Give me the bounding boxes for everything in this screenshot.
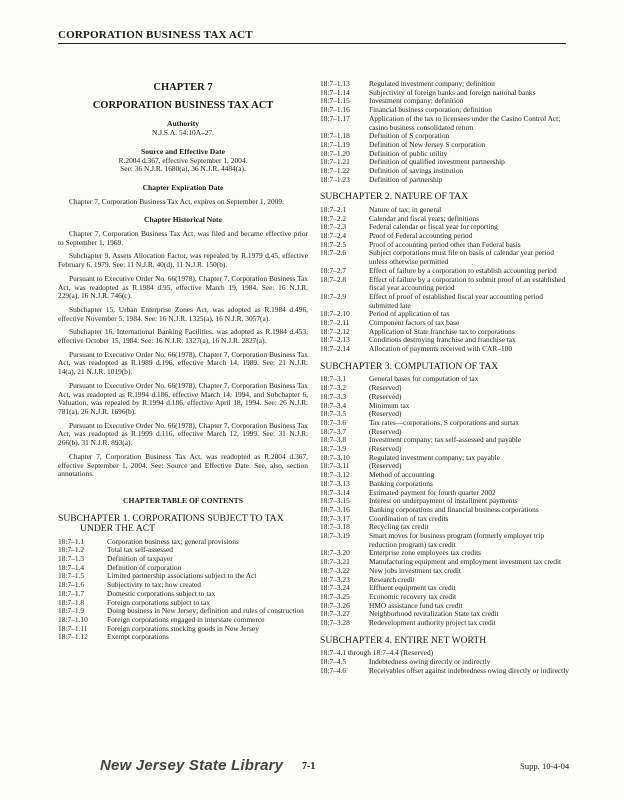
section-number: 18:7–1.16 <box>320 105 350 115</box>
section-number: 18:7–1.17 <box>320 113 350 123</box>
toc-entry <box>320 176 570 185</box>
toc-entry <box>320 384 570 393</box>
section-number: 18:7–3.8 <box>320 435 347 445</box>
toc-entry <box>320 471 570 480</box>
toc-entry <box>58 546 308 555</box>
section-number: 18:7–3.21 <box>320 557 350 567</box>
section-title: Subject corporations must file on basis of calendar year period unless otherwise permitted <box>369 248 554 267</box>
chapter-title: CORPORATION BUSINESS TAX ACT <box>92 99 274 111</box>
subchapter-3-title: SUBCHAPTER 3. COMPUTATION OF TAX <box>320 360 499 372</box>
section-title: (Reserved) <box>369 426 402 436</box>
running-head: CORPORATION BUSINESS TAX ACT <box>58 29 566 44</box>
section-number: 18:7–2.14 <box>320 344 350 354</box>
section-number: 18:7–2.8 <box>320 274 347 284</box>
supplement-date: Supp. 10-4-04 <box>520 761 570 771</box>
section-number: 18:7–1.20 <box>320 148 350 158</box>
section-number: 18:7–2.6 <box>320 248 347 258</box>
toc-entry <box>58 555 308 564</box>
section-number: 18:7–1.9 <box>58 606 85 616</box>
toc-entry <box>320 115 570 132</box>
section-title: Banking corporations <box>369 478 433 488</box>
toc-entry <box>320 393 570 402</box>
section-number: 18:7–3.22 <box>320 565 350 575</box>
section-number: 18:7–3.13 <box>320 478 350 488</box>
toc-entry <box>320 293 570 310</box>
history-paragraph: Subchapter 16, International Banking Facilities, was adopted as R.1984 d.453, effective October 15, 1984. See: 16 N.J.R. 1327(a), 16 N.J.R. 2827(a). <box>58 327 308 346</box>
section-number: 18:7–1.4 <box>58 562 85 572</box>
section-number: 18:7–1.8 <box>58 597 85 607</box>
history-paragraph: Subchapter 15, Urban Enterprise Zones Act, was adopted as R.1984 d.496, effective November 5, 1984. See: 16 N.J.R. 1325(a), 16 N.J.R. 3057(a). <box>58 304 308 323</box>
section-title: (Reserved) <box>369 444 402 454</box>
toc-entry <box>320 419 570 428</box>
section-number: 18:7–3.12 <box>320 470 350 480</box>
section-title: (Reserved) <box>369 461 402 471</box>
expiration-text: Chapter 7, Corporation Business Tax Act, expires on September 1, 2009. <box>69 196 284 206</box>
subchapter-1-title-line2: UNDER THE ACT <box>80 523 155 535</box>
toc-heading: CHAPTER TABLE OF CONTENTS <box>123 495 243 505</box>
section-title: Economic recovery tax credit <box>369 591 457 601</box>
section-title: Indebtedness owing directly or indirectly <box>369 656 491 666</box>
page-number: 7-1 <box>302 761 316 772</box>
section-title: Federal calendar or fiscal year for reporting <box>369 222 498 232</box>
section-title: (Reserved) <box>369 391 402 401</box>
section-number: 18:7–3.7 <box>320 426 347 436</box>
section-title: Exempt corporations <box>107 632 169 642</box>
section-title: Application of State franchise tax to corporations <box>369 326 515 336</box>
section-number: 18:7–3.15 <box>320 496 350 506</box>
section-title: Manufacturing equipment and employment investment tax credit <box>369 557 562 567</box>
source-line-1: R.2004 d.367, effective September 1, 2004. <box>118 155 248 165</box>
toc-entry <box>320 619 570 628</box>
section-title: Period of application of tax <box>369 309 450 319</box>
toc-entry <box>320 276 570 293</box>
section-title: Application of the tax to licensees under the Casino Control Act; casino business consolidated return <box>369 113 561 132</box>
toc-entry <box>320 462 570 471</box>
section-number: 18:7–1.2 <box>58 545 85 555</box>
section-number: 18:7–3.28 <box>320 618 350 628</box>
section-number: 18:7–2.1 <box>320 204 347 214</box>
history-paragraph: Chapter 7, Corporation Business Tax Act, was filed and became effective prior to September 1, 1969. <box>58 229 308 247</box>
section-title: Definition of taxpayer <box>107 554 173 564</box>
section-title: Regulated investment company; tax payable <box>369 452 500 462</box>
section-title: Effect of failure by a corporation to establish accounting period <box>369 265 557 275</box>
section-number: 18:7–3.26 <box>320 600 350 610</box>
section-title: Total tax self-assessed <box>107 545 173 555</box>
expiration-heading: Chapter Expiration Date <box>142 182 224 192</box>
section-title: Research credit <box>369 574 415 584</box>
section-title: Neighborhood revitalization State tax credit <box>369 609 499 619</box>
section-number: 18:7–3.20 <box>320 548 350 558</box>
section-title: Definition of savings institution <box>369 166 464 176</box>
section-number: 18:7–3.24 <box>320 583 350 593</box>
section-number: 18:7–1.11 <box>58 623 88 633</box>
toc-entry <box>320 436 570 445</box>
history-paragraph: Subchapter 9, Assets Allocation Factor, was repealed by R.1979 d.45, effective February 6, 1979. See: 11 N.J.R. 40(d), 11 N.J.R. 150(b). <box>58 251 308 270</box>
history-paragraph: Chapter 7, Corporation Business Tax Act, was readopted as R.2004 d.367, effective September 1, 2004. See: Source and Effective Date. See, also, section annotations. <box>58 451 308 479</box>
toc-entry <box>320 567 570 576</box>
toc-entry <box>320 667 570 676</box>
section-number: 18:7–1.3 <box>58 554 85 564</box>
section-number: 18:7–3.23 <box>320 574 350 584</box>
section-title: Tax rates—corporations, S corporations and surtax <box>369 417 520 427</box>
section-number: 18:7–1.15 <box>320 96 350 106</box>
section-title: Component factors of tax base <box>369 318 460 328</box>
section-number: 18:7–3.4 <box>320 400 347 410</box>
section-number: 18:7–3.10 <box>320 452 350 462</box>
toc-entry <box>320 345 570 354</box>
section-title: Subjectivity to tax; how created <box>107 580 201 590</box>
section-number: 18:7–1.1 <box>58 536 85 546</box>
source-heading: Source and Effective Date <box>140 146 225 156</box>
section-title: Corporation business tax; general provisions <box>107 536 239 546</box>
library-logo: New Jersey State Library <box>100 757 284 774</box>
section-number: 18:7–1.12 <box>58 632 88 642</box>
section-number: 18:7–3.16 <box>320 504 350 514</box>
section-number: 18:7–2.3 <box>320 222 347 232</box>
history-note <box>58 230 308 479</box>
section-number: 18:7–1.21 <box>320 157 350 167</box>
section-title: Proof of accounting period other than Federal basis <box>369 239 521 249</box>
section-title: Nature of tax; in general <box>369 204 442 214</box>
toc-entry <box>320 532 570 549</box>
section-number: 18:7–1.23 <box>320 174 350 184</box>
section-number: 18:7–3.1 <box>320 374 347 384</box>
subchapter-1-title <box>58 514 308 535</box>
section-title: Proof of Federal accounting period <box>369 231 473 241</box>
section-number: 18:7–3.5 <box>320 409 347 419</box>
section-number: 18:7–2.10 <box>320 309 350 319</box>
section-number: 18:7–3.19 <box>320 531 350 541</box>
section-title: Definition of S corporation <box>369 131 450 141</box>
section-number: 18:7–2.12 <box>320 326 350 336</box>
section-title: Definition of qualified investment partnership <box>369 157 505 167</box>
section-number: 18:7–1.19 <box>320 139 350 149</box>
section-title: Foreign corporations engaged in interstate commerce <box>107 614 265 624</box>
subchapter-4-toc <box>320 658 570 675</box>
history-heading: Chapter Historical Note <box>144 215 222 225</box>
subchapter-1-title-line1: SUBCHAPTER 1. CORPORATIONS SUBJECT TO TAX <box>58 512 284 524</box>
section-title: Regulated investment company; definition <box>369 79 495 88</box>
section-number: 18:7–1.6 <box>58 580 85 590</box>
subchapter-1-toc <box>58 538 308 642</box>
section-number: 18:7–2.9 <box>320 291 347 301</box>
section-number: 18:7–1.22 <box>320 166 350 176</box>
section-number: 18:7–3.14 <box>320 487 350 497</box>
section-number: 18:7–1.13 <box>320 79 350 88</box>
section-number: 18:7–2.13 <box>320 335 350 345</box>
section-title: Investment company; tax self-assessed and payable <box>369 435 522 445</box>
section-title: Estimated payment for fourth quarter 2002 <box>369 487 496 497</box>
history-paragraph: Pursuant to Executive Order No. 66(1978), Chapter 7, Corporation Business Tax Act, was readopted as R.1984 d.95, effective March 19, 1984. See: 16 N.J.R. 229(a), 16 N.J.R. 746(c). <box>58 273 308 301</box>
section-title: Domestic corporations subject to tax <box>107 588 216 598</box>
history-paragraph: Pursuant to Executive Order No. 66(1978), Chapter 7, Corporation Business Tax Act, was readopted as R.1994 d.186, effective March 14, 1994, and Subchapter 6, Valuation, was repealed by R.1994 d.186, effective April 18, 1994. See: 26 N.J.R. 781(a), 26 N.J.R. 1696(b). <box>58 380 308 416</box>
subchapter-1-toc-continued <box>320 80 570 184</box>
section-title: Recycling tax credit <box>369 522 429 532</box>
section-number: 18:7–2.4 <box>320 231 347 241</box>
authority-text: N.J.S.A. 54:10A–27. <box>151 128 214 138</box>
section-number: 18:7–2.2 <box>320 213 347 223</box>
section-title: Smart moves for business program (formerly employer trip reduction program) tax credit <box>369 531 545 549</box>
section-title: Definition of corporation <box>107 562 182 572</box>
history-paragraph: Pursuant to Executive Order No. 66(1978), Chapter 7, Corporation Business Tax Act, was readopted as R.1999 d.116, effective March 12, 1999. See: 31 N.J.R. 266(b), 31 N.J.R. 893(a). <box>58 420 308 448</box>
section-number: 18:7–1.10 <box>58 614 88 624</box>
section-number: 18:7–2.7 <box>320 265 347 275</box>
section-title: Definition of public utility <box>369 148 448 158</box>
section-number: 18:7–3.25 <box>320 591 350 601</box>
section-title: Effect of failure by a corporation to submit proof of an established fiscal year accounting period <box>369 274 566 293</box>
section-title: Foreign corporations stocking goods in New Jersey <box>107 623 259 633</box>
section-number: 18:7–2.5 <box>320 239 347 249</box>
section-title: Redevelopment authority project tax credit <box>369 618 496 628</box>
section-number: 18:7–1.18 <box>320 131 350 141</box>
section-title: (Reserved) <box>369 383 402 393</box>
section-title: Doing business in New Jersey; definition and rules of construction <box>107 606 304 616</box>
left-column <box>58 78 308 642</box>
toc-entry <box>320 402 570 411</box>
section-number: 18:7–1.7 <box>58 588 85 598</box>
section-number: 18:7–3.18 <box>320 522 350 532</box>
section-title: Calendar and fiscal years; definitions <box>369 213 480 223</box>
right-column <box>320 80 570 675</box>
section-title: General bases for computation of tax <box>369 374 479 384</box>
section-number: 18:7–2.11 <box>320 318 350 328</box>
section-title: Definition of partnership <box>369 174 443 184</box>
section-title: Minimum tax <box>369 400 410 410</box>
toc-entry <box>58 538 308 547</box>
section-number: 18:7–3.17 <box>320 513 350 523</box>
section-title: Method of accounting <box>369 470 435 480</box>
source-line-2: See: 36 N.J.R. 1680(a), 36 N.J.R. 4484(a). <box>120 164 246 174</box>
subchapter-4-title: SUBCHAPTER 4. ENTIRE NET WORTH <box>320 634 487 646</box>
toc-entry <box>320 249 570 266</box>
section-title: Allocation of payments received with CAR–100 <box>369 344 513 354</box>
toc-entry <box>320 375 570 384</box>
section-number: 18:7–3.2 <box>320 383 347 393</box>
section-number: 18:7–3.9 <box>320 444 347 454</box>
section-title: Conditions destroying franchise and franchise tax <box>369 335 516 345</box>
section-number: 18:7–3.27 <box>320 609 350 619</box>
section-title: Definition of New Jersey S corporation <box>369 139 486 149</box>
toc-entry <box>58 633 308 642</box>
section-title: Investment company; definition <box>369 96 464 106</box>
authority-heading: Authority <box>166 119 200 129</box>
section-number: 18:7–3.11 <box>320 461 350 471</box>
section-title: Effect of proof of established fiscal year accounting period submitted late <box>369 291 543 310</box>
section-title: Banking corporations and financial business corporations <box>369 504 539 514</box>
section-title: Receivables offset against indebtedness owing directly or indirectly <box>369 665 569 675</box>
section-title: Coordination of tax credits <box>369 513 449 523</box>
section-title: Enterprise zone employees tax credits <box>369 548 482 558</box>
section-number: 18:7–1.5 <box>58 571 85 581</box>
section-number: 18:7–1.14 <box>320 87 350 97</box>
section-title: Interest on underpayment of installment payments <box>369 496 518 506</box>
section-number: 18:7–3.6 <box>320 417 347 427</box>
section-title: Subjectivity of foreign banks and foreign national banks <box>369 87 536 97</box>
chapter-number: CHAPTER 7 <box>153 82 213 93</box>
subchapter-2-title: SUBCHAPTER 2. NATURE OF TAX <box>320 191 469 203</box>
section-number: 18:7–3.3 <box>320 391 347 401</box>
toc-entry <box>58 625 308 634</box>
section-title: Financial business corporation; definition <box>369 105 492 115</box>
toc-entry <box>320 167 570 176</box>
toc-entry <box>320 515 570 524</box>
section-title: HMO assistance fund tax credit <box>369 600 463 610</box>
section-title: Foreign corporations subject to tax <box>107 597 211 607</box>
history-paragraph: Pursuant to Executive Order No. 66(1978), Chapter 7, Corporation Business Tax Act, was readopted as R.1989 d.196, effective March 14, 1989. See: 21 N.J.R. 14(a), 21 N.J.R. 1019(b). <box>58 349 308 377</box>
subchapter-2-toc <box>320 206 570 354</box>
section-title: Effluent equipment tax credit <box>369 583 456 593</box>
section-title: New jobs investment tax credit <box>369 565 461 575</box>
subchapter-4-range: 18:7–4.1 through 18:7–4.4 (Reserved) <box>320 648 434 658</box>
section-title: (Reserved) <box>369 409 402 419</box>
subchapter-3-toc <box>320 375 570 627</box>
section-number: 18:7–4.6 <box>320 665 347 675</box>
toc-entry <box>320 454 570 463</box>
section-number: 18:7–4.5 <box>320 656 347 666</box>
section-title: Limited partnership associations subject to the Act <box>107 571 257 581</box>
